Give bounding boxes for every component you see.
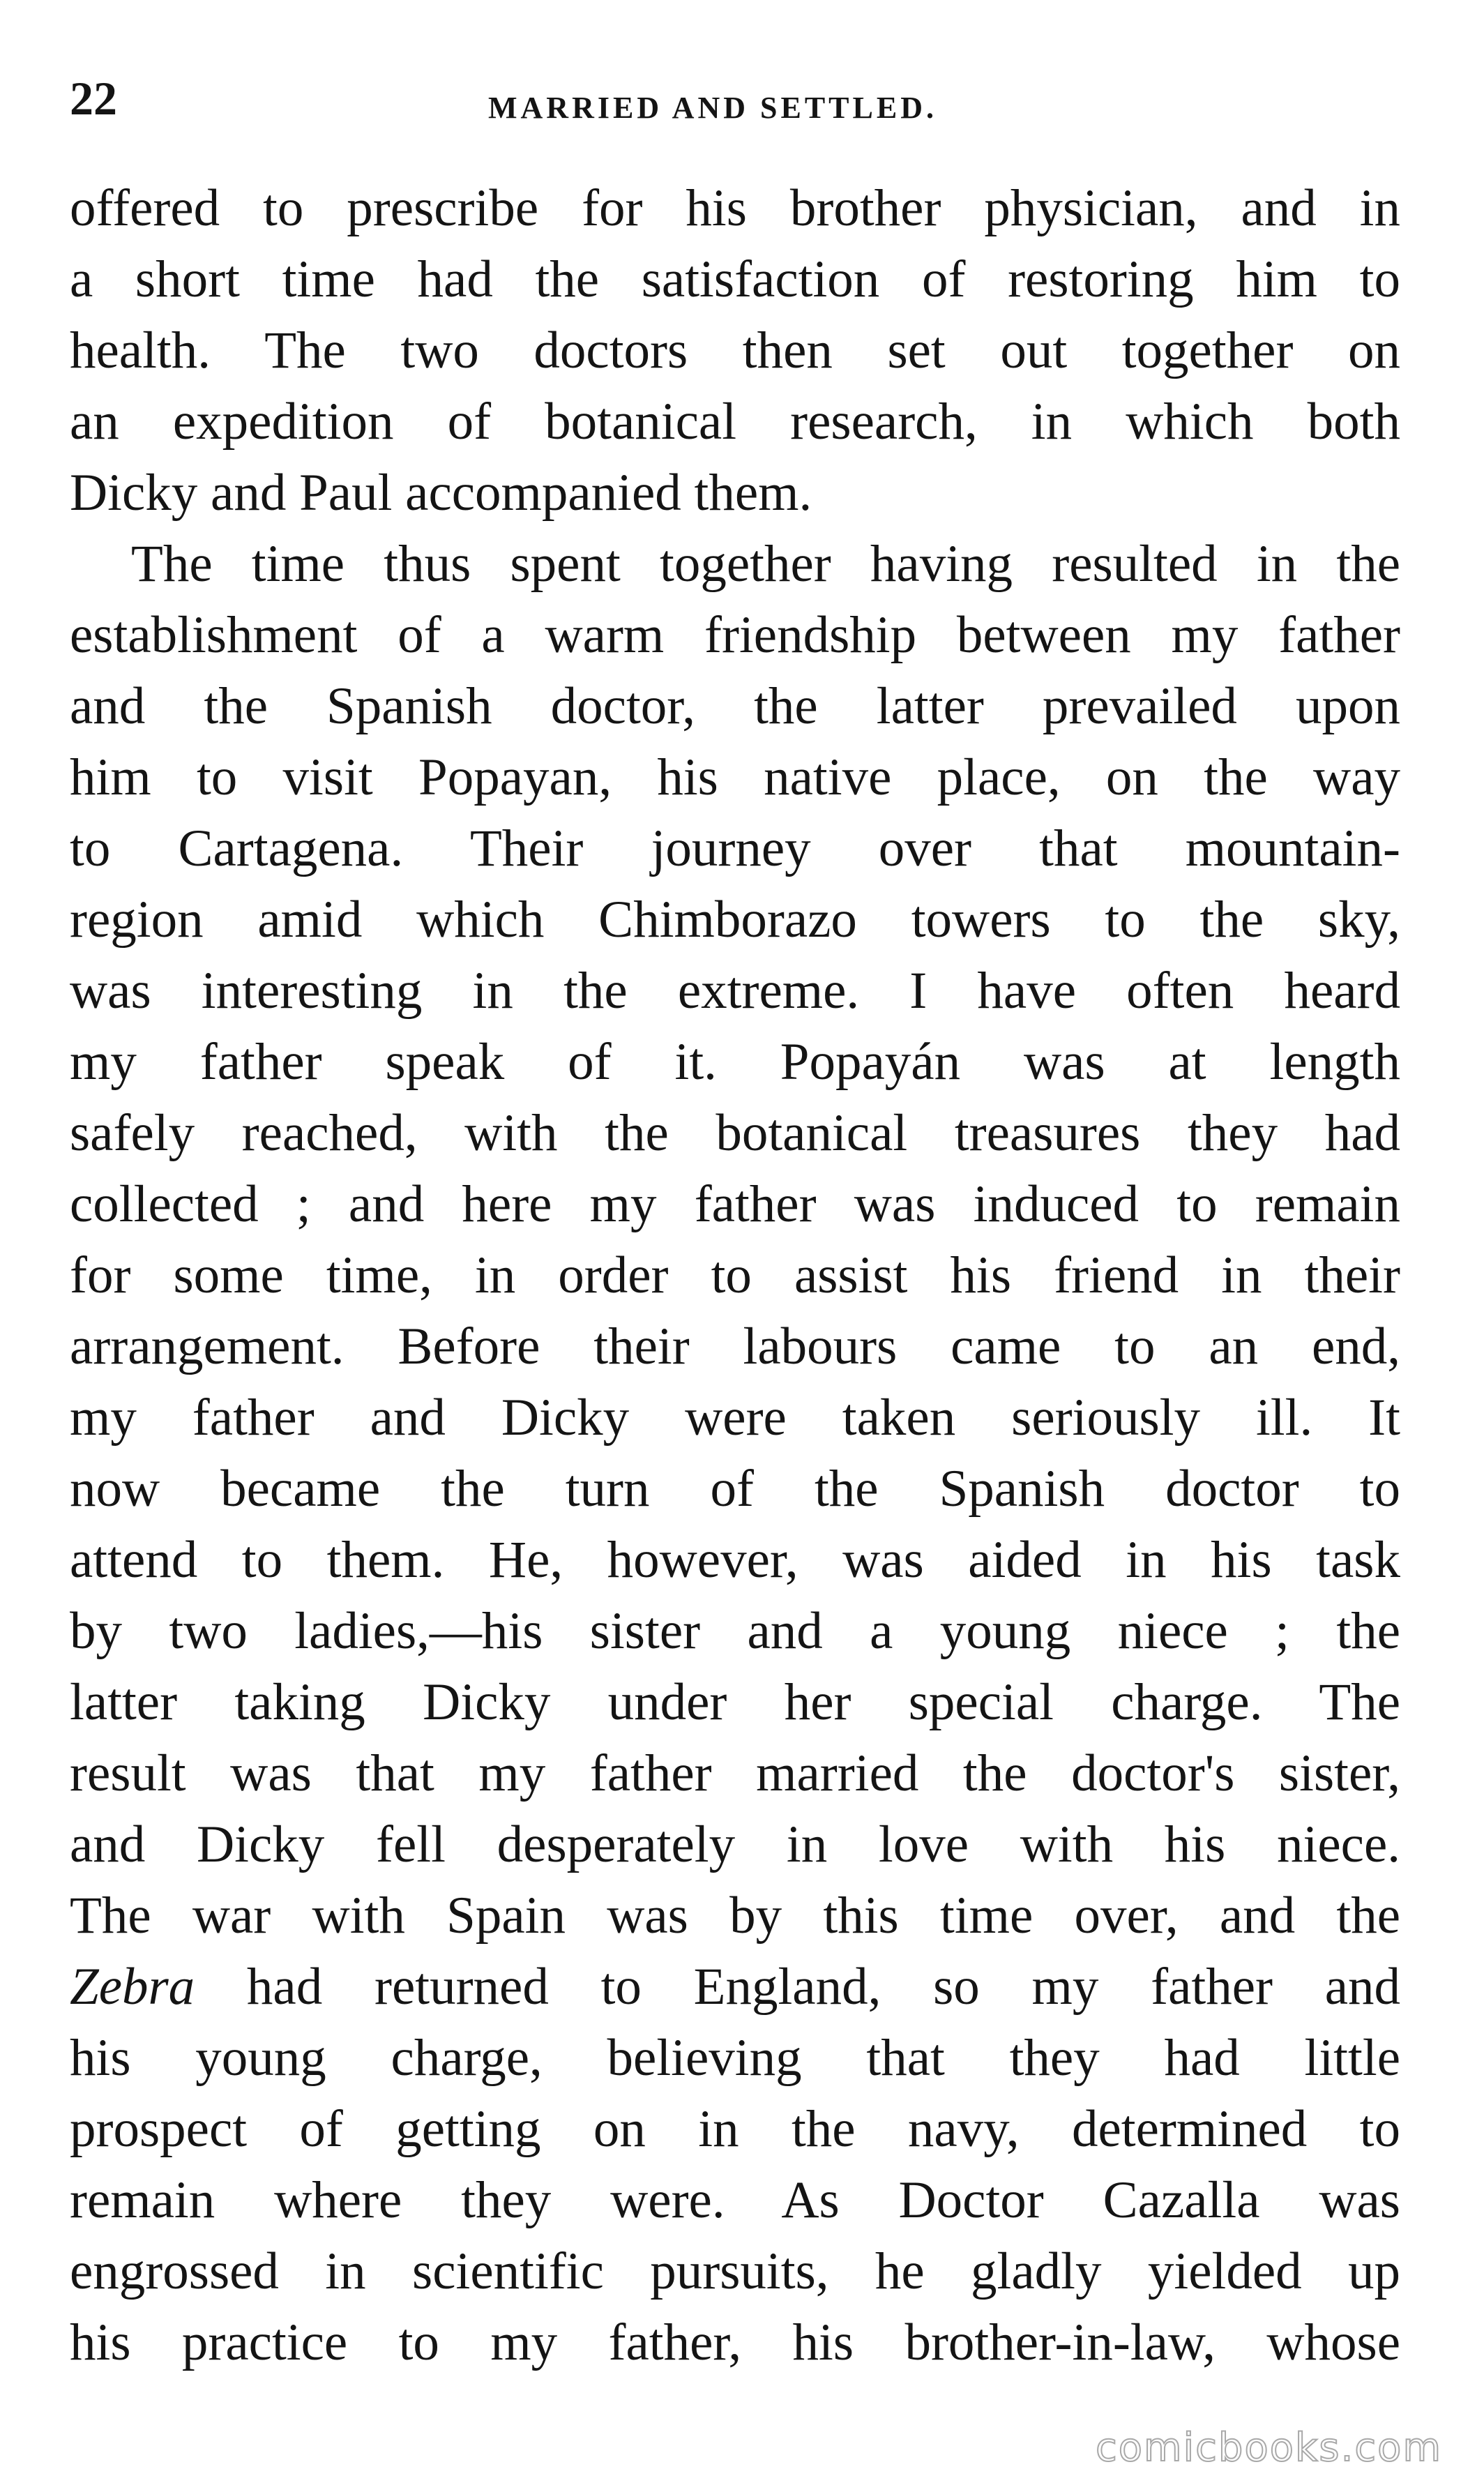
text-line: was interesting in the extreme. I have often heard <box>70 962 1400 1020</box>
text-line: Dicky and Paul accompanied them. <box>70 464 812 522</box>
text-line: and the Spanish doctor, the latter prevailed upon <box>70 677 1400 735</box>
text-line: health. The two doctors then set out together on <box>70 322 1400 379</box>
text-line: and Dicky fell desperately in love with his niece. <box>70 1816 1400 1873</box>
text-line: his young charge, believing that they had little <box>70 2029 1400 2087</box>
text-line: result was that my father married the doctor's sister, <box>70 1744 1400 1802</box>
body-text <box>70 173 1400 2378</box>
text-line: my father speak of it. Popayán was at length <box>70 1033 1400 1091</box>
text-line: by two ladies,—his sister and a young niece ; the <box>70 1602 1400 1660</box>
text-line: a short time had the satisfaction of restoring him to <box>70 250 1400 308</box>
ship-name: Zebra <box>70 1958 195 2016</box>
text-line: The war with Spain was by this time over, and the <box>70 1887 1400 1945</box>
text-line: to Cartagena. Their journey over that mountain- <box>70 820 1400 877</box>
paragraph-start-line: The time thus spent together having resulted in the <box>131 535 1400 593</box>
text-line: prospect of getting on in the navy, determined to <box>70 2100 1400 2158</box>
text-line: attend to them. He, however, was aided in his task <box>70 1531 1400 1589</box>
text-line: region amid which Chimborazo towers to the sky, <box>70 891 1400 949</box>
text-line: now became the turn of the Spanish doctor to <box>70 1460 1400 1518</box>
text-line: him to visit Popayan, his native place, on the way <box>70 748 1400 806</box>
text-fragment: had returned to England, so my father and <box>195 1958 1400 2016</box>
text-line: for some time, in order to assist his friend in their <box>70 1246 1400 1304</box>
running-title: MARRIED AND SETTLED. <box>488 91 937 125</box>
text-line: an expedition of botanical research, in which both <box>70 393 1400 451</box>
text-line: my father and Dicky were taken seriously ill. It <box>70 1389 1400 1447</box>
text-line-with-ship-name <box>70 1952 1400 2023</box>
text-line: arrangement. Before their labours came to an end, <box>70 1318 1400 1375</box>
text-line: his practice to my father, his brother-in-law, whose <box>70 2314 1400 2371</box>
text-line: remain where they were. As Doctor Cazalla was <box>70 2171 1400 2229</box>
text-line: establishment of a warm friendship between my father <box>70 606 1400 664</box>
text-line: offered to prescribe for his brother physician, and in <box>70 179 1400 237</box>
text-line: engrossed in scientific pursuits, he gladly yielded up <box>70 2242 1400 2300</box>
text-line: safely reached, with the botanical treasures they had <box>70 1104 1400 1162</box>
text-line: latter taking Dicky under her special charge. The <box>70 1673 1400 1731</box>
page-header <box>70 60 1395 137</box>
page-number: 22 <box>70 72 117 125</box>
text-line: collected ; and here my father was induced to remain <box>70 1175 1400 1233</box>
watermark: comicbooks.com <box>1095 2425 1442 2470</box>
